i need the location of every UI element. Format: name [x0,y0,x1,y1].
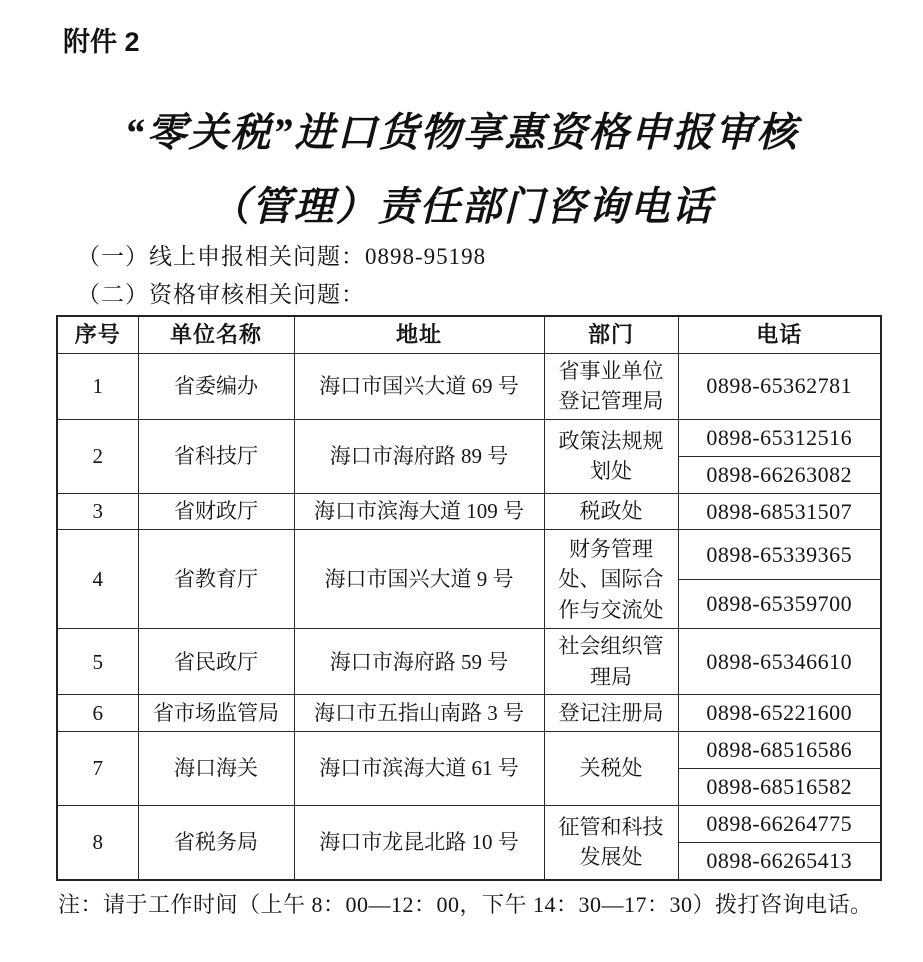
phone-cell: 0898-66264775 [678,805,881,842]
intro-item-qualification-review: （二）资格审核相关问题： [77,282,365,307]
phone-cell: 0898-65346610 [678,629,881,695]
title-line-2: （管理）责任部门咨询电话 [209,184,714,229]
phone-cell: 0898-65312516 [678,419,881,456]
seq-cell: 7 [57,732,138,806]
department-cell: 税政处 [544,493,678,530]
department-cell: 关税处 [544,732,678,806]
address-cell: 海口市国兴大道 9 号 [294,530,544,629]
name-cell: 省市场监管局 [138,695,294,732]
header-name: 单位名称 [138,316,294,353]
title-line-1: “零关税”进口货物享惠资格申报审核 [124,110,799,155]
name-cell: 省财政厅 [138,493,294,530]
table-row [57,419,881,456]
header-seq: 序号 [57,316,138,353]
department-cell: 登记注册局 [544,695,678,732]
phone-cell: 0898-65362781 [678,353,881,419]
phone-cell: 0898-68516586 [678,732,881,769]
seq-cell: 6 [57,695,138,732]
department-cell: 省事业单位登记管理局 [544,353,678,419]
address-cell: 海口市海府路 89 号 [294,419,544,493]
contact-table [56,315,882,881]
phone-cell: 0898-65221600 [678,695,881,732]
attachment-label: 附件 2 [63,27,140,57]
document-title [0,96,923,244]
seq-cell: 5 [57,629,138,695]
name-cell: 省科技厅 [138,419,294,493]
address-cell: 海口市五指山南路 3 号 [294,695,544,732]
address-cell: 海口市滨海大道 61 号 [294,732,544,806]
footnote: 注：请于工作时间（上午 8：00—12：00，下午 14：30—17：30）拨打咨询电话。 [58,892,873,917]
table-row [57,695,881,732]
header-address: 地址 [294,316,544,353]
phone-cell: 0898-68516582 [678,769,881,806]
seq-cell: 3 [57,493,138,530]
name-cell: 省民政厅 [138,629,294,695]
table-row [57,732,881,769]
phone-cell: 0898-65339365 [678,530,881,580]
department-cell: 征管和科技发展处 [544,805,678,879]
name-cell: 省委编办 [138,353,294,419]
phone-cell: 0898-68531507 [678,493,881,530]
phone-cell: 0898-65359700 [678,580,881,629]
intro-items [77,238,486,314]
seq-cell: 4 [57,530,138,629]
department-cell: 财务管理处、国际合作与交流处 [544,530,678,629]
table-row [57,530,881,580]
table-row [57,805,881,842]
seq-cell: 8 [57,805,138,879]
address-cell: 海口市滨海大道 109 号 [294,493,544,530]
table-row [57,629,881,695]
department-cell: 政策法规规划处 [544,419,678,493]
name-cell: 省教育厅 [138,530,294,629]
name-cell: 海口海关 [138,732,294,806]
table-row [57,353,881,419]
table-header-row [57,316,881,353]
table-row [57,493,881,530]
header-phone: 电话 [678,316,881,353]
phone-cell: 0898-66265413 [678,842,881,879]
seq-cell: 1 [57,353,138,419]
address-cell: 海口市龙昆北路 10 号 [294,805,544,879]
address-cell: 海口市海府路 59 号 [294,629,544,695]
seq-cell: 2 [57,419,138,493]
phone-cell: 0898-66263082 [678,456,881,493]
address-cell: 海口市国兴大道 69 号 [294,353,544,419]
name-cell: 省税务局 [138,805,294,879]
department-cell: 社会组织管理局 [544,629,678,695]
header-department: 部门 [544,316,678,353]
intro-item-online-declare: （一）线上申报相关问题：0898-95198 [77,244,487,269]
